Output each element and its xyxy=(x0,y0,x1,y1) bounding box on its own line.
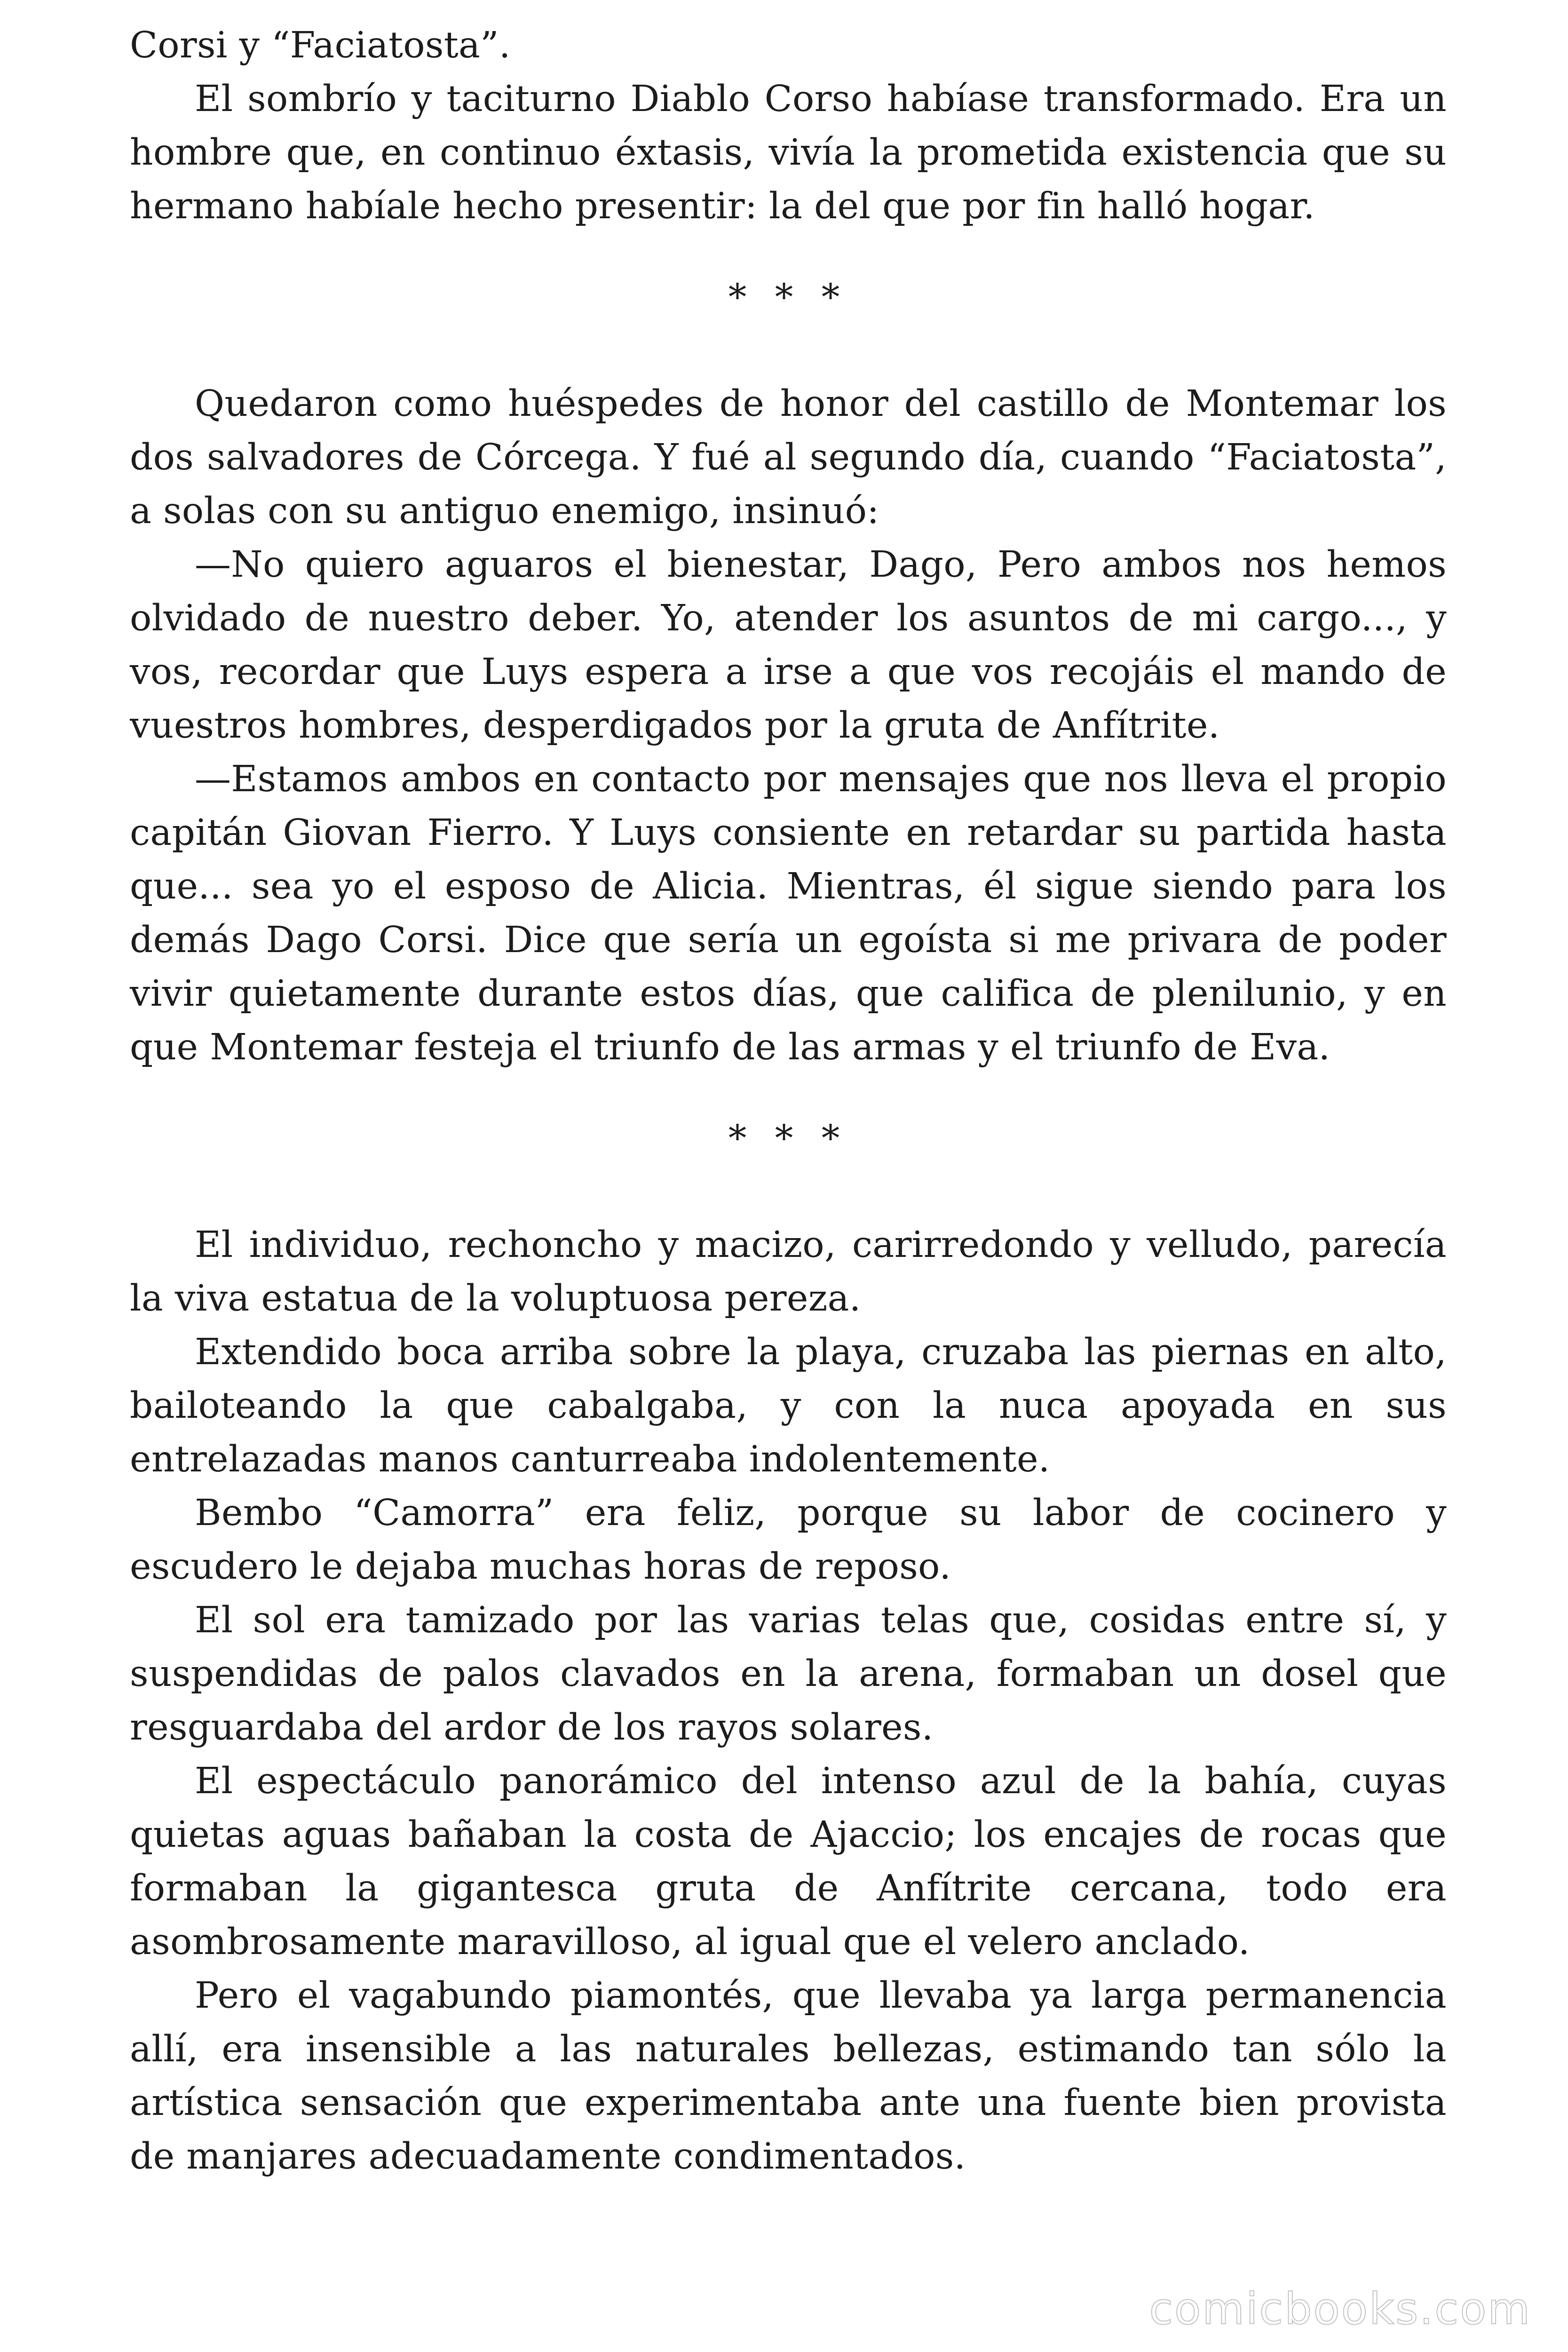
paragraph: El sombrío y taciturno Diablo Corso habíase transformado. Era un hombre que, en continuo éxtasis, vivía la prometida existencia que su hermano habíale hecho presentir: la del que por fin halló hogar. xyxy=(130,78,1447,227)
paragraph: Extendido boca arriba sobre la playa, cruzaba las piernas en alto, bailoteando la que cabalgaba, y con la nuca apoyada en sus entrelazadas manos canturreaba indolentemente. xyxy=(130,1331,1447,1480)
paragraph: Bembo “Camorra” era feliz, porque su labor de cocinero y escudero le dejaba muchas horas de reposo. xyxy=(130,1492,1447,1588)
section-break: * * * xyxy=(728,1118,848,1160)
document-page xyxy=(130,19,1447,2184)
paragraph: —Estamos ambos en contacto por mensajes que nos lleva el propio capitán Giovan Fierro. Y Luys consiente en retardar su partida hasta que... sea yo el esposo de Alicia. Mientras, él sigue siendo para los demás Dago Corsi. Dice que sería un egoísta si me privara de poder vivir quietamente durante estos días, que califica de plenilunio, y en que Montemar festeja el triunfo de las armas y el triunfo de Eva. xyxy=(130,758,1447,1068)
paragraph: El espectáculo panorámico del intenso azul de la bahía, cuyas quietas aguas bañaban la costa de Ajaccio; los encajes de rocas que formaban la gigantesca gruta de Anfítrite cercana, todo era asombrosamente maravilloso, al igual que el velero anclado. xyxy=(130,1760,1447,1963)
section-break: * * * xyxy=(728,277,848,318)
paragraph: Pero el vagabundo piamontés, que llevaba ya larga permanencia allí, era insensible a las naturales bellezas, estimando tan sólo la artística sensación que experimentaba ante una fuente bien provista de manjares adecuadamente condimentados. xyxy=(130,1975,1447,2177)
watermark: comicbooks.com xyxy=(1149,2284,1531,2334)
paragraph: Quedaron como huéspedes de honor del castillo de Montemar los dos salvadores de Córcega. Y fué al segundo día, cuando “Faciatosta”, a solas con su antiguo enemigo, insinuó: xyxy=(130,383,1447,532)
paragraph: El individuo, rechoncho y macizo, carirredondo y velludo, parecía la viva estatua de la voluptuosa pereza. xyxy=(130,1224,1447,1319)
paragraph: —No quiero aguaros el bienestar, Dago, Pero ambos nos hemos olvidado de nuestro deber. Yo, atender los asuntos de mi cargo..., y vos, recordar que Luys espera a irse a que vos recojáis el mando de vuestros hombres, desperdigados por la gruta de Anfítrite. xyxy=(130,544,1447,747)
paragraph: El sol era tamizado por las varias telas que, cosidas entre sí, y suspendidas de palos clavados en la arena, formaban un dosel que resguardaba del ardor de los rayos solares. xyxy=(130,1599,1447,1748)
paragraph: Corsi y “Faciatosta”. xyxy=(130,24,511,66)
